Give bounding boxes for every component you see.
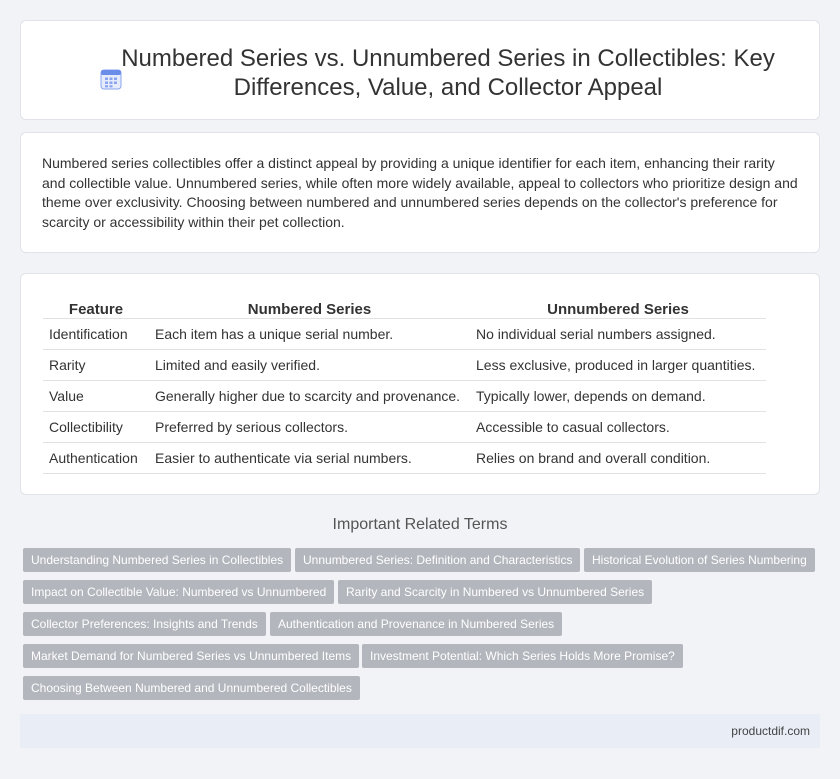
footer xyxy=(20,714,820,748)
related-term-tag[interactable]: Historical Evolution of Series Numbering xyxy=(584,548,815,572)
related-term-tag[interactable]: Rarity and Scarcity in Numbered vs Unnumbered Series xyxy=(338,580,652,604)
related-term-tag[interactable]: Investment Potential: Which Series Holds More Promise? xyxy=(362,644,683,668)
table-cell: Limited and easily verified. xyxy=(149,349,470,380)
related-term-tag[interactable]: Choosing Between Numbered and Unnumbered Collectibles xyxy=(23,676,360,700)
page-title: Numbered Series vs. Unnumbered Series in Collectibles: Key Differences, Value, and Collector Appeal xyxy=(121,45,775,101)
table-header-row xyxy=(43,295,766,318)
table-row xyxy=(43,442,766,473)
table-cell: Collectibility xyxy=(43,411,149,442)
table-cell: Value xyxy=(43,380,149,411)
intro-paragraph: Numbered series collectibles offer a distinct appeal by providing a unique identifier for each item, enhancing their rarity and collectible value. Unnumbered series, while often more widely available, appeal to collectors who prioritize design and theme over exclusivity. Choosing between numbered and unnumbered series depends on the collector's preference for scarcity or accessibility within their pet collection. xyxy=(42,155,798,230)
table-header-cell: Numbered Series xyxy=(247,300,372,318)
table-cell: Typically lower, depends on demand. xyxy=(470,380,766,411)
intro-card xyxy=(20,132,820,253)
related-term-tag[interactable]: Market Demand for Numbered Series vs Unnumbered Items xyxy=(23,644,359,668)
table-cell: Rarity xyxy=(43,349,149,380)
table-cell: Each item has a unique serial number. xyxy=(149,318,470,349)
table-cell: No individual serial numbers assigned. xyxy=(470,318,766,349)
comparison-table-card xyxy=(20,273,820,495)
related-term-tag[interactable]: Impact on Collectible Value: Numbered vs Unnumbered xyxy=(23,580,334,604)
table-row xyxy=(43,411,766,442)
site-link[interactable]: productdif.com xyxy=(731,724,810,738)
table-row xyxy=(43,318,766,349)
table-header-cell: Unnumbered Series xyxy=(547,300,689,318)
related-term-tag[interactable]: Collector Preferences: Insights and Trends xyxy=(23,612,266,636)
table-cell: Relies on brand and overall condition. xyxy=(470,442,766,473)
table-cell: Easier to authenticate via serial numbers. xyxy=(149,442,470,473)
related-term-tag[interactable]: Understanding Numbered Series in Collectibles xyxy=(23,548,291,572)
table-cell: Accessible to casual collectors. xyxy=(470,411,766,442)
title-card xyxy=(20,20,820,120)
table-row xyxy=(43,380,766,411)
table-cell: Authentication xyxy=(43,442,149,473)
table-header-cell: Feature xyxy=(68,300,124,318)
table-row xyxy=(43,349,766,380)
related-terms-heading: Important Related Terms xyxy=(332,516,508,533)
table-cell: Less exclusive, produced in larger quantities. xyxy=(470,349,766,380)
table-cell: Identification xyxy=(43,318,149,349)
table-cell: Generally higher due to scarcity and provenance. xyxy=(149,380,470,411)
related-term-tag[interactable]: Unnumbered Series: Definition and Characteristics xyxy=(295,548,580,572)
table-cell: Preferred by serious collectors. xyxy=(149,411,470,442)
comparison-table xyxy=(43,295,766,474)
related-term-tag[interactable]: Authentication and Provenance in Numbered Series xyxy=(270,612,562,636)
